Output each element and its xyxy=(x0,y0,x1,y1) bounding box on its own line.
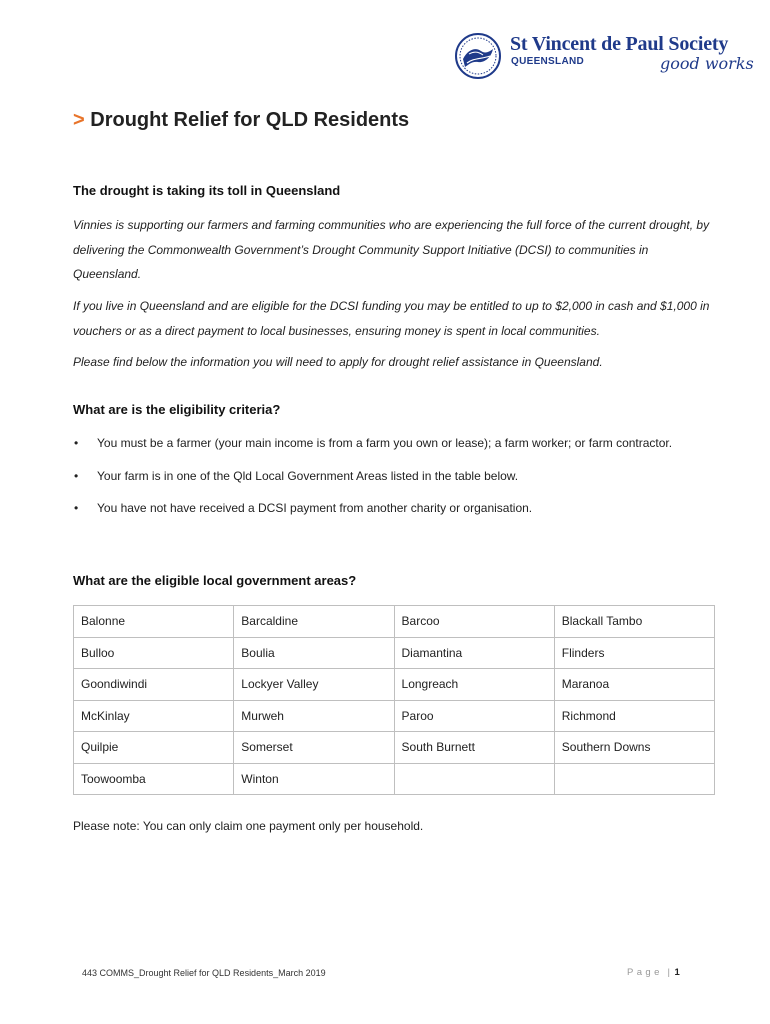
list-item xyxy=(73,431,713,456)
table-cell: Diamantina xyxy=(394,637,554,669)
table-row xyxy=(74,606,715,638)
eligibility-list xyxy=(73,431,713,529)
paragraph-apply-info: Please find below the information you will need to apply for drought relief assistance in Queensland. xyxy=(73,355,603,369)
table-cell: Paroo xyxy=(394,700,554,732)
title-text: Drought Relief for QLD Residents xyxy=(90,109,410,131)
table-row xyxy=(74,763,715,795)
table-row xyxy=(74,637,715,669)
table-row xyxy=(74,732,715,764)
table-cell: Flinders xyxy=(554,637,714,669)
svdp-logo xyxy=(454,30,754,80)
table-cell: Boulia xyxy=(234,637,394,669)
table-cell: Murweh xyxy=(234,700,394,732)
bullet-glyph: • xyxy=(74,501,79,515)
logo-tagline: good works xyxy=(660,54,754,73)
table-cell: Longreach xyxy=(394,669,554,701)
table-cell: McKinlay xyxy=(74,700,234,732)
table-cell: Goondiwindi xyxy=(74,669,234,701)
table-cell: Southern Downs xyxy=(554,732,714,764)
bullet-glyph: • xyxy=(74,436,79,450)
list-item xyxy=(73,464,713,489)
table-cell: Somerset xyxy=(234,732,394,764)
household-note: Please note: You can only claim one payment only per household. xyxy=(73,819,424,833)
paragraph-eligibility-funding: If you live in Queensland and are eligible for the DCSI funding you may be entitled to up to $2,000 in cash and $1,000 in vouchers or as a direct payment to local businesses, ensuring money is spent in local communities. xyxy=(73,299,710,338)
logo-region: QUEENSLAND xyxy=(511,56,585,67)
list-item-text: You have not have received a DCSI payment from another charity or organisation. xyxy=(97,501,533,515)
lga-table xyxy=(73,605,715,795)
table-cell: South Burnett xyxy=(394,732,554,764)
svdp-emblem-icon xyxy=(454,32,502,80)
table-cell: Lockyer Valley xyxy=(234,669,394,701)
table-cell: Richmond xyxy=(554,700,714,732)
table-cell: Barcaldine xyxy=(234,606,394,638)
title-marker: > xyxy=(73,109,85,131)
section-heading-lga: What are the eligible local government areas? xyxy=(73,573,357,588)
table-cell: Toowoomba xyxy=(74,763,234,795)
table-cell xyxy=(394,763,554,795)
list-item-text: You must be a farmer (your main income is from a farm you own or lease); a farm worker; or farm contractor. xyxy=(97,436,673,450)
table-row xyxy=(74,700,715,732)
table-cell xyxy=(554,763,714,795)
table-cell: Maranoa xyxy=(554,669,714,701)
table-cell: Barcoo xyxy=(394,606,554,638)
page-number: 1 xyxy=(674,967,680,978)
table-cell: Quilpie xyxy=(74,732,234,764)
table-cell: Balonne xyxy=(74,606,234,638)
bullet-glyph: • xyxy=(74,468,79,483)
logo-org-name: St Vincent de Paul Society xyxy=(510,33,729,55)
section-heading-eligibility: What are is the eligibility criteria? xyxy=(73,402,281,417)
footer-doc-ref: 443 COMMS_Drought Relief for QLD Residents_March 2019 xyxy=(82,968,326,978)
list-item xyxy=(73,496,713,521)
page-separator: | xyxy=(667,967,670,978)
table-row xyxy=(74,669,715,701)
table-cell: Winton xyxy=(234,763,394,795)
footer-page-number xyxy=(627,967,680,978)
table-cell: Blackall Tambo xyxy=(554,606,714,638)
page-label: Page xyxy=(627,967,663,978)
section-heading-drought: The drought is taking its toll in Queensland xyxy=(73,183,341,198)
page-title xyxy=(73,109,409,132)
table-cell: Bulloo xyxy=(74,637,234,669)
paragraph-intro: Vinnies is supporting our farmers and farming communities who are experiencing the full force of the current drought, by delivering the Commonwealth Government’s Drought Community Support Initiative (DCSI) to communities in Queensland. xyxy=(73,218,710,281)
list-item-text: Your farm is in one of the Qld Local Government Areas listed in the table below. xyxy=(97,468,519,483)
